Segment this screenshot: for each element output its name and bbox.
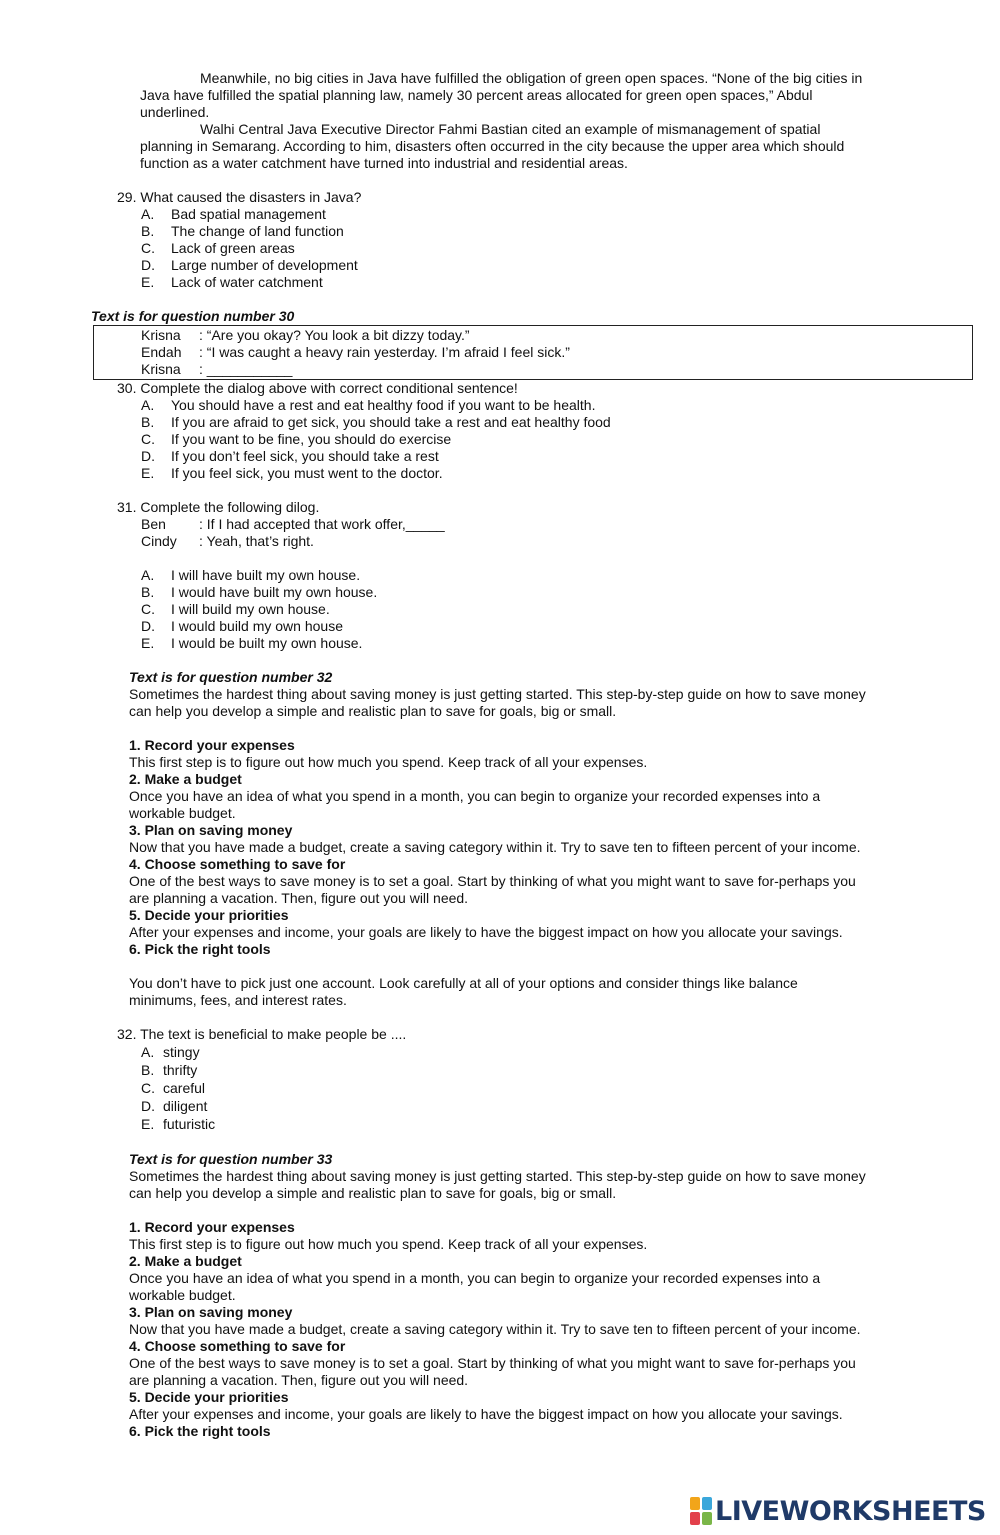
option-letter: C. — [141, 1080, 155, 1096]
q31-stem: 31. Complete the following dilog. — [117, 499, 320, 515]
text32-step1-body: This first step is to figure out how much you spend. Keep track of all your expenses. — [129, 754, 648, 770]
text32-step2-title: 2. Make a budget — [129, 771, 242, 787]
q31-option-d[interactable] — [141, 618, 343, 635]
text32-step4-body2: are planning a vacation. Then, figure out you will need. — [129, 890, 469, 906]
option-letter: D. — [141, 1098, 155, 1114]
option-letter: C. — [141, 431, 155, 447]
option-text: careful — [163, 1080, 206, 1096]
q32-option-e[interactable] — [141, 1116, 215, 1133]
speaker: Krisna — [141, 361, 181, 377]
q30-stem: 30. Complete the dialog above with correct conditional sentence! — [117, 380, 518, 396]
q32-stem: 32. The text is beneficial to make people be .... — [117, 1026, 407, 1042]
text32-step2-body2: workable budget. — [129, 805, 236, 821]
dialog-text: : “Are you okay? You look a bit dizzy today.” — [199, 327, 470, 343]
q30-heading: Text is for question number 30 — [91, 308, 295, 324]
text33-step2-body2: workable budget. — [129, 1287, 236, 1303]
dialog-text: : “I was caught a heavy rain yesterday. I’m afraid I feel sick.” — [199, 344, 570, 360]
option-text: thrifty — [163, 1062, 198, 1078]
option-letter: A. — [141, 206, 155, 222]
text32-step6-title: 6. Pick the right tools — [129, 941, 271, 957]
logo-tile — [690, 1512, 700, 1525]
q32-option-b[interactable] — [141, 1062, 197, 1079]
option-letter: E. — [141, 465, 155, 481]
option-text: Bad spatial management — [171, 206, 326, 222]
q29-option-b[interactable] — [141, 223, 344, 240]
dialog-text: : ___________ — [199, 361, 293, 377]
intro-p2-line2: planning in Semarang. According to him, disasters often occurred in the city because the upper area which should — [140, 138, 845, 154]
text32-closing-line1: You don’t have to pick just one account. Look carefully at all of your options and consider things like balance — [129, 975, 798, 991]
option-text: The change of land function — [171, 223, 344, 239]
q30-dialog-line-3 — [141, 361, 292, 378]
dialog-text: : If I had accepted that work offer,_____ — [199, 516, 445, 532]
dialog-text: : Yeah, that’s right. — [199, 533, 314, 549]
option-letter: B. — [141, 584, 155, 600]
option-letter: D. — [141, 257, 155, 273]
option-text: Lack of green areas — [171, 240, 295, 256]
option-letter: C. — [141, 601, 155, 617]
option-text: I would have built my own house. — [171, 584, 378, 600]
option-letter: B. — [141, 1062, 155, 1078]
text32-intro-line2: can help you develop a simple and realistic plan to save for goals, big or small. — [129, 703, 617, 719]
option-text: I will have built my own house. — [171, 567, 361, 583]
text33-step2-title: 2. Make a budget — [129, 1253, 242, 1269]
q32-option-c[interactable] — [141, 1080, 205, 1097]
option-text: I would be built my own house. — [171, 635, 363, 651]
option-text: If you feel sick, you must went to the doctor. — [171, 465, 443, 481]
text32-step3-body: Now that you have made a budget, create a saving category within it. Try to save ten to fifteen percent of your income. — [129, 839, 861, 855]
intro-p1-line2: Java have fulfilled the spatial planning law, namely 30 percent areas allocated for green open spaces,” Abdul — [140, 87, 813, 103]
q30-option-e[interactable] — [141, 465, 443, 482]
text33-step3-title: 3. Plan on saving money — [129, 1304, 293, 1320]
text33-intro-line1: Sometimes the hardest thing about saving money is just getting started. This step-by-step guide on how to save money — [129, 1168, 866, 1184]
speaker: Cindy — [141, 533, 177, 549]
option-letter: D. — [141, 448, 155, 464]
option-letter: A. — [141, 397, 155, 413]
logo-text: LIVEWORKSHEETS — [715, 1495, 986, 1527]
logo-mark-icon — [690, 1497, 712, 1525]
option-letter: E. — [141, 274, 155, 290]
text33-step1-title: 1. Record your expenses — [129, 1219, 295, 1235]
text32-step3-title: 3. Plan on saving money — [129, 822, 293, 838]
q32-option-a[interactable] — [141, 1044, 200, 1061]
speaker: Ben — [141, 516, 166, 532]
intro-p1-line3: underlined. — [140, 104, 210, 120]
text33-step6-title: 6. Pick the right tools — [129, 1423, 271, 1439]
q30-option-b[interactable] — [141, 414, 611, 431]
text33-step3-body: Now that you have made a budget, create a saving category within it. Try to save ten to fifteen percent of your income. — [129, 1321, 861, 1337]
text32-step1-title: 1. Record your expenses — [129, 737, 295, 753]
text33-step4-body2: are planning a vacation. Then, figure out you will need. — [129, 1372, 469, 1388]
text32-heading: Text is for question number 32 — [129, 669, 333, 685]
option-text: futuristic — [163, 1116, 216, 1132]
text32-closing-line2: minimums, fees, and interest rates. — [129, 992, 347, 1008]
text32-step5-title: 5. Decide your priorities — [129, 907, 289, 923]
q29-stem: 29. What caused the disasters in Java? — [117, 189, 362, 205]
q31-option-a[interactable] — [141, 567, 360, 584]
option-text: Lack of water catchment — [171, 274, 323, 290]
speaker: Krisna — [141, 327, 181, 343]
option-letter: E. — [141, 1116, 155, 1132]
text32-intro-line1: Sometimes the hardest thing about saving money is just getting started. This step-by-step guide on how to save money — [129, 686, 866, 702]
text33-step4-body1: One of the best ways to save money is to set a goal. Start by thinking of what you might want to save for-perhaps you — [129, 1355, 856, 1371]
q29-option-c[interactable] — [141, 240, 295, 257]
q31-option-c[interactable] — [141, 601, 330, 618]
text33-step5-body: After your expenses and income, your goals are likely to have the biggest impact on how you allocate your savings. — [129, 1406, 843, 1422]
text32-step2-body1: Once you have an idea of what you spend in a month, you can begin to organize your recorded expenses into a — [129, 788, 821, 804]
option-text: I would build my own house — [171, 618, 343, 634]
speaker: Endah — [141, 344, 182, 360]
q30-option-a[interactable] — [141, 397, 595, 414]
option-text: If you are afraid to get sick, you should take a rest and eat healthy food — [171, 414, 611, 430]
q31-dialog-line-2 — [141, 533, 314, 550]
text33-step2-body1: Once you have an idea of what you spend in a month, you can begin to organize your recorded expenses into a — [129, 1270, 821, 1286]
q29-option-d[interactable] — [141, 257, 358, 274]
option-text: diligent — [163, 1098, 208, 1114]
text33-intro-line2: can help you develop a simple and realistic plan to save for goals, big or small. — [129, 1185, 617, 1201]
logo-tile — [702, 1497, 712, 1510]
option-text: stingy — [163, 1044, 200, 1060]
text32-step4-title: 4. Choose something to save for — [129, 856, 346, 872]
option-text: Large number of development — [171, 257, 358, 273]
option-text: If you don’t feel sick, you should take a rest — [171, 448, 439, 464]
option-text: I will build my own house. — [171, 601, 330, 617]
option-letter: A. — [141, 567, 155, 583]
text33-step5-title: 5. Decide your priorities — [129, 1389, 289, 1405]
text32-step4-body1: One of the best ways to save money is to set a goal. Start by thinking of what you might want to save for-perhaps you — [129, 873, 856, 889]
q30-dialog-line-1 — [141, 327, 470, 344]
text33-step4-title: 4. Choose something to save for — [129, 1338, 346, 1354]
intro-p1-line1: Meanwhile, no big cities in Java have fulfilled the obligation of green open spaces. “None of the big cities in — [200, 70, 863, 86]
text33-heading: Text is for question number 33 — [129, 1151, 333, 1167]
intro-p2-line1: Walhi Central Java Executive Director Fahmi Bastian cited an example of mismanagement of spatial — [200, 121, 821, 137]
logo-tile — [690, 1497, 700, 1510]
option-letter: D. — [141, 618, 155, 634]
option-letter: B. — [141, 414, 155, 430]
q29-option-a[interactable] — [141, 206, 326, 223]
q30-option-c[interactable] — [141, 431, 451, 448]
q31-option-e[interactable] — [141, 635, 362, 652]
option-letter: A. — [141, 1044, 155, 1060]
option-letter: C. — [141, 240, 155, 256]
option-letter: E. — [141, 635, 155, 651]
q29-option-e[interactable] — [141, 274, 323, 291]
q30-option-d[interactable] — [141, 448, 439, 465]
liveworksheets-logo[interactable] — [690, 1495, 986, 1527]
intro-p2-line3: function as a water catchment have turned into industrial and residential areas. — [140, 155, 628, 171]
q32-option-d[interactable] — [141, 1098, 207, 1115]
q31-dialog-line-1 — [141, 516, 445, 533]
logo-tile — [702, 1512, 712, 1525]
option-text: If you want to be fine, you should do exercise — [171, 431, 452, 447]
option-letter: B. — [141, 223, 155, 239]
text33-step1-body: This first step is to figure out how much you spend. Keep track of all your expenses. — [129, 1236, 648, 1252]
option-text: You should have a rest and eat healthy food if you want to be health. — [171, 397, 596, 413]
q31-option-b[interactable] — [141, 584, 377, 601]
text32-step5-body: After your expenses and income, your goals are likely to have the biggest impact on how you allocate your savings. — [129, 924, 843, 940]
q30-dialog-line-2 — [141, 344, 570, 361]
